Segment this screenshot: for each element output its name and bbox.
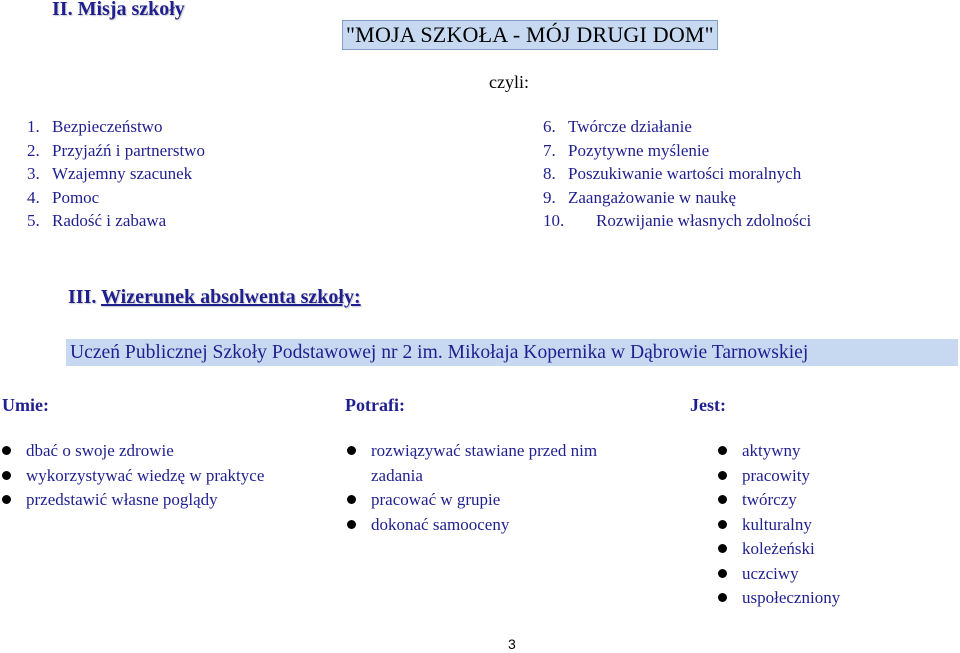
list-item bbox=[345, 513, 597, 538]
bullet-icon bbox=[718, 569, 727, 578]
section-heading-graduate bbox=[68, 286, 361, 309]
item-text: przedstawić własne poglądy bbox=[26, 490, 218, 509]
item-number: 9. bbox=[543, 187, 556, 207]
item-number: 6. bbox=[543, 117, 556, 136]
item-text: Rozwijanie własnych zdolności bbox=[596, 211, 812, 230]
bullet-icon bbox=[347, 520, 356, 529]
item-text: pracowity bbox=[742, 465, 810, 485]
bullet-icon bbox=[347, 495, 356, 504]
item-text: twórczy bbox=[742, 490, 797, 509]
list-item bbox=[345, 439, 597, 488]
list-item bbox=[0, 439, 264, 464]
item-number: 5. bbox=[27, 211, 40, 230]
item-text: Poszukiwanie wartości moralnych bbox=[568, 164, 802, 183]
item-number: 4. bbox=[27, 187, 40, 207]
list-item bbox=[716, 586, 840, 611]
item-text: Radość i zabawa bbox=[52, 211, 167, 230]
item-text: uczciwy bbox=[742, 563, 799, 583]
list-item bbox=[345, 488, 597, 513]
list-item bbox=[27, 162, 205, 186]
list-item bbox=[716, 464, 840, 489]
item-number: 3. bbox=[27, 164, 40, 183]
item-number: 1. bbox=[27, 117, 40, 136]
bullet-icon bbox=[718, 471, 727, 480]
list-item bbox=[27, 209, 205, 233]
item-text: Twórcze działanie bbox=[568, 117, 692, 136]
item-text: Przyjaźń i partnerstwo bbox=[52, 140, 205, 160]
item-text: uspołeczniony bbox=[742, 588, 841, 607]
list-item bbox=[543, 162, 811, 186]
bullet-icon bbox=[718, 495, 727, 504]
item-text: wykorzystywać wiedzę w praktyce bbox=[26, 465, 265, 485]
bullet-icon bbox=[718, 446, 727, 455]
bullet-icon bbox=[718, 593, 727, 602]
list-item bbox=[27, 115, 205, 139]
bullet-icon bbox=[347, 446, 356, 455]
item-text: Pomoc bbox=[52, 187, 100, 207]
jest-list bbox=[716, 439, 840, 611]
list-item bbox=[716, 439, 840, 464]
list-item bbox=[543, 139, 811, 163]
list-item bbox=[716, 488, 840, 513]
column-heading-umie: Umie: bbox=[2, 395, 49, 415]
column-heading-jest: Jest: bbox=[690, 395, 726, 415]
school-motto: "MOJA SZKOŁA - MÓJ DRUGI DOM" bbox=[342, 20, 718, 50]
item-number: 10. bbox=[543, 211, 565, 230]
item-text: dbać o swoje zdrowie bbox=[26, 441, 174, 460]
page-number: 3 bbox=[508, 636, 516, 652]
potrafi-list bbox=[345, 439, 597, 537]
list-item bbox=[543, 186, 811, 210]
item-text: pracować w grupie bbox=[371, 490, 501, 509]
list-item bbox=[716, 562, 840, 587]
list-item bbox=[716, 537, 840, 562]
bullet-icon bbox=[718, 520, 727, 529]
item-number: 2. bbox=[27, 140, 40, 160]
section-title: Wizerunek absolwenta szkoły: bbox=[101, 286, 361, 308]
item-number: 7. bbox=[543, 140, 556, 160]
item-text: dokonać samooceny bbox=[371, 514, 510, 534]
item-text: Wzajemny szacunek bbox=[52, 164, 193, 183]
list-item bbox=[543, 209, 811, 233]
item-text: kulturalny bbox=[742, 514, 812, 534]
item-number: 8. bbox=[543, 164, 556, 183]
item-text: aktywny bbox=[742, 441, 801, 460]
bullet-icon bbox=[2, 471, 11, 480]
list-item bbox=[27, 186, 205, 210]
item-text: koleżeński bbox=[742, 539, 815, 558]
umie-list bbox=[0, 439, 264, 513]
item-text: Zaangażowanie w naukę bbox=[568, 187, 737, 207]
item-text: Bezpieczeństwo bbox=[52, 117, 163, 136]
section-number: III. bbox=[68, 286, 97, 308]
list-item bbox=[27, 139, 205, 163]
pupil-statement: Uczeń Publicznej Szkoły Podstawowej nr 2 im. Mikołaja Kopernika w Dąbrowie Tarnowskiej bbox=[66, 339, 958, 366]
list-item bbox=[716, 513, 840, 538]
values-list-right bbox=[543, 115, 811, 233]
bullet-icon bbox=[718, 544, 727, 553]
column-heading-potrafi: Potrafi: bbox=[345, 395, 405, 415]
item-text-continuation: zadania bbox=[371, 465, 423, 485]
list-item bbox=[0, 464, 264, 489]
item-text: Pozytywne myślenie bbox=[568, 140, 710, 160]
bullet-icon bbox=[2, 446, 11, 455]
list-item bbox=[0, 488, 264, 513]
item-text: rozwiązywać stawiane przed nim bbox=[371, 441, 598, 460]
czyli-label: czyli: bbox=[489, 72, 529, 92]
values-list-left bbox=[27, 115, 205, 233]
list-item bbox=[543, 115, 811, 139]
bullet-icon bbox=[2, 495, 11, 504]
section-heading-mission: II. Misja szkoły bbox=[52, 0, 185, 20]
